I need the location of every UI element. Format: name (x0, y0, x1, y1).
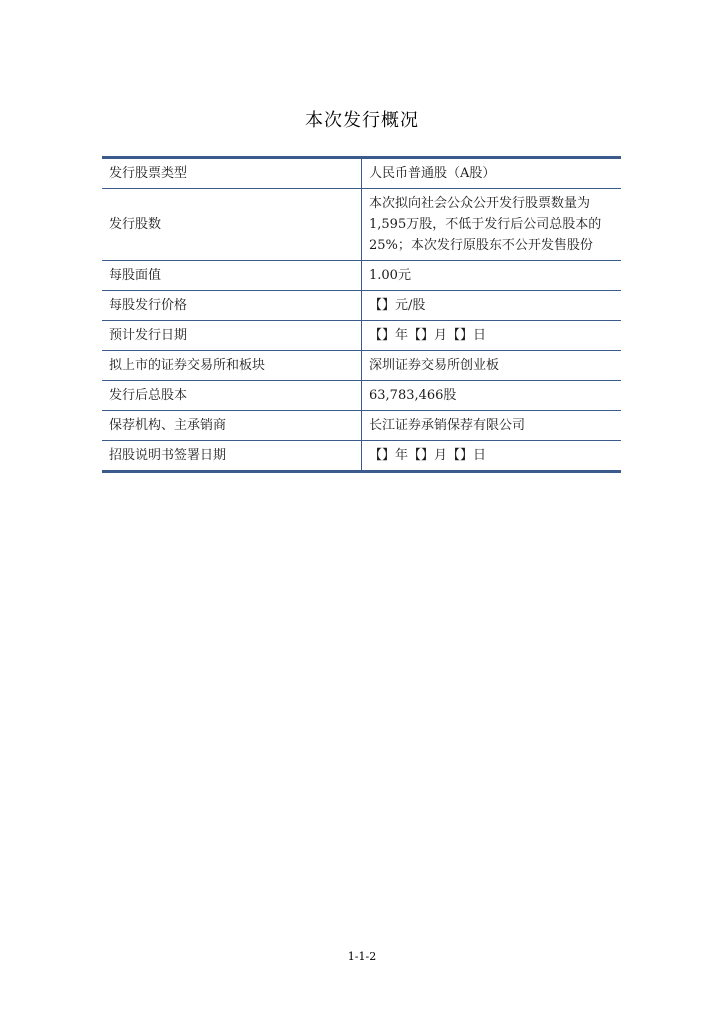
table-row (102, 159, 621, 189)
row-label-par-value: 每股面值 (102, 261, 362, 291)
offering-summary-table (102, 156, 621, 473)
row-value-sponsor: 长江证券承销保荐有限公司 (362, 411, 622, 441)
row-value-share-count: 本次拟向社会公众公开发行股票数量为1,595万股，不低于发行后公司总股本的25%；本次发行原股东不公开发售股份 (362, 189, 622, 261)
table-bottom-rule (102, 471, 621, 473)
row-value-issue-date: 【】年【】月【】日 (362, 321, 622, 351)
row-label-issue-date: 预计发行日期 (102, 321, 362, 351)
row-label-prospectus-date: 招股说明书签署日期 (102, 441, 362, 471)
table-row (102, 291, 621, 321)
row-value-total-shares: 63,783,466股 (362, 381, 622, 411)
table-row (102, 321, 621, 351)
page-number: 1-1-2 (347, 950, 377, 963)
table-row (102, 351, 621, 381)
row-label-share-count: 发行股数 (102, 189, 362, 261)
row-label-sponsor: 保荐机构、主承销商 (102, 411, 362, 441)
page-title: 本次发行概况 (305, 110, 419, 131)
row-label-total-shares: 发行后总股本 (102, 381, 362, 411)
row-label-issue-price: 每股发行价格 (102, 291, 362, 321)
row-label-exchange-board: 拟上市的证券交易所和板块 (102, 351, 362, 381)
row-value-share-type: 人民币普通股（A股） (362, 159, 622, 189)
row-value-par-value: 1.00元 (362, 261, 622, 291)
table-row (102, 411, 621, 441)
table-row (102, 189, 621, 261)
table-row (102, 381, 621, 411)
table-row (102, 261, 621, 291)
row-label-share-type: 发行股票类型 (102, 159, 362, 189)
row-value-issue-price: 【】元/股 (362, 291, 622, 321)
row-value-exchange-board: 深圳证券交易所创业板 (362, 351, 622, 381)
table-row (102, 441, 621, 471)
row-value-prospectus-date: 【】年【】月【】日 (362, 441, 622, 471)
